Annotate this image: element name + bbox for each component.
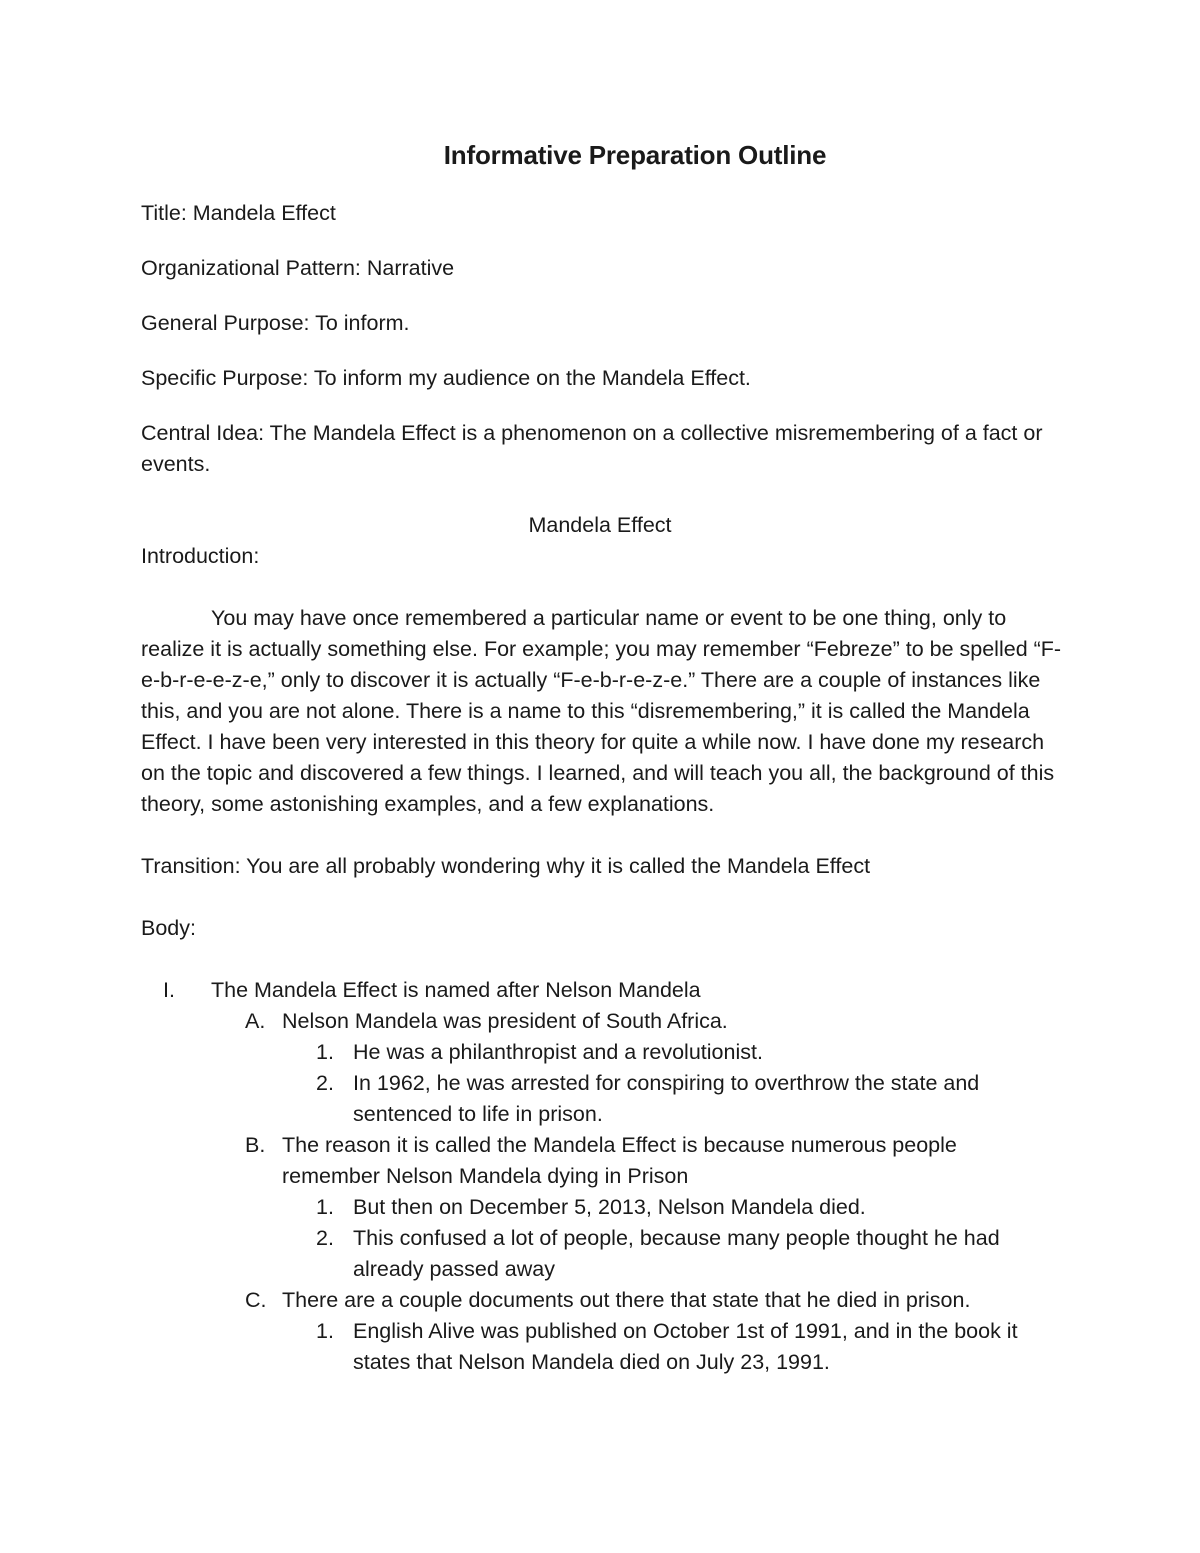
outline-marker: A. <box>245 1009 266 1033</box>
outline-marker: 1. <box>316 1319 334 1343</box>
central-idea-field: Central Idea: The Mandela Effect is a phenomenon on a collective misremembering of a fact or events. <box>141 421 1043 476</box>
document-title: Informative Preparation Outline <box>443 140 827 170</box>
outline-text: In 1962, he was arrested for conspiring to overthrow the state and sentenced to life in prison. <box>353 1071 980 1126</box>
speech-title: Mandela Effect <box>528 513 672 537</box>
outline-text: The Mandela Effect is named after Nelson Mandela <box>211 978 701 1002</box>
outline-text: This confused a lot of people, because many people thought he had already passed away <box>353 1226 1000 1281</box>
outline-subpoint <box>141 1006 1071 1037</box>
outline-marker: 2. <box>316 1226 334 1250</box>
outline-text: He was a philanthropist and a revolutionist. <box>353 1040 763 1064</box>
transition-line: Transition: You are all probably wondering why it is called the Mandela Effect <box>141 854 871 878</box>
specific-purpose-field: Specific Purpose: To inform my audience on the Mandela Effect. <box>141 366 751 390</box>
outline-item <box>141 1037 1071 1068</box>
outline-text: But then on December 5, 2013, Nelson Mandela died. <box>353 1195 866 1219</box>
body-label: Body: <box>141 916 196 940</box>
outline-text: English Alive was published on October 1st of 1991, and in the book it states that Nelson Mandela died on July 23, 1991. <box>353 1319 1018 1374</box>
outline-marker: 1. <box>316 1195 334 1219</box>
title-field: Title: Mandela Effect <box>141 201 336 225</box>
body-outline <box>141 975 1071 1378</box>
outline-text: The reason it is called the Mandela Effect is because numerous people remember Nelson Mandela dying in Prison <box>282 1133 957 1188</box>
outline-item <box>141 1192 1071 1223</box>
outline-item <box>141 1068 1071 1130</box>
introduction-label: Introduction: <box>141 544 260 568</box>
introduction-paragraph: You may have once remembered a particular name or event to be one thing, only to realize it is actually something else. For example; you may remember “Febreze” to be spelled “F-e-b-r-e-e-z-e,” only to discover it is actually “F-e-b-r-e-z-e.” There are a couple of instances like this, and you are not alone. There is a name to this “disremembering,” it is called the Mandela Effect. I have been very interested in this theory for quite a while now. I have done my research on the topic and discovered a few things. I learned, and will teach you all, the background of this theory, some astonishing examples, and a few explanations. <box>141 606 1062 816</box>
outline-text: There are a couple documents out there that state that he died in prison. <box>282 1288 971 1312</box>
outline-marker: I. <box>163 978 175 1002</box>
outline-marker: C. <box>245 1288 267 1312</box>
outline-marker: B. <box>245 1133 266 1157</box>
outline-main-point <box>141 975 1071 1006</box>
organizational-pattern-field: Organizational Pattern: Narrative <box>141 256 455 280</box>
outline-marker: 2. <box>316 1071 334 1095</box>
outline-marker: 1. <box>316 1040 334 1064</box>
outline-subpoint <box>141 1130 1071 1192</box>
document-body <box>141 198 1071 1378</box>
outline-text: Nelson Mandela was president of South Africa. <box>282 1009 728 1033</box>
outline-subpoint <box>141 1285 1071 1316</box>
outline-item <box>141 1316 1071 1378</box>
general-purpose-field: General Purpose: To inform. <box>141 311 410 335</box>
outline-item <box>141 1223 1071 1285</box>
